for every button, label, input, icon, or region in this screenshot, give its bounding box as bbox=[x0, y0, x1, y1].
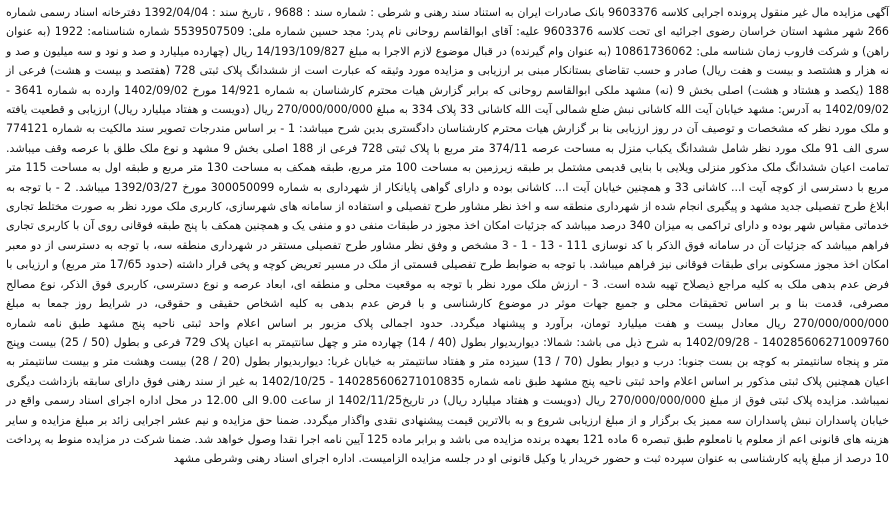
auction-notice-body: آگهی مزایده مال غیر منقول پرونده اجرایی کلاسه 9603376 بانک صادرات ایران به استناد سند رهنی و شرطی : شماره سند : 9688 ، تاریخ سند : 1392/04/04 دفترخانه اسناد رسمی شماره 266 شهر مشهد استان خراسان رضوی اجرائیه ای تحت کلاسه 9603376 علیه: آقای ابوالقاسم روحانی نام پدر: مجد حسین شماره ملی: 5539507509 شماره شناسنامه: 1922 (به عنوان راهن) و شرکت فاروب زمان شناسه ملی: 10861736062 (به عنوان وام گیرنده) در قبال موضوع لازم الاجرا به مبلغ 14/193/109/827 ریال (چهارده میلیارد و صد و نود و سه میلیون و صد و نه هزار و هشتصد و بیست و هفت ریال) صادر و حسب تقاضای بستانکار مبنی بر ارزیابی و مزایده مورد وثیقه که عبارت است از ششدانگ پلاک ثبتی 728 (هفتصد و بیست و هشت) فرعی از 188 (یکصد و هشتاد و هشت) اصلی بخش 9 (نه) مشهد ملکی ابوالقاسم روحانی که برابر گزارش هیات محترم کارشناسان به شماره 14/921 مورخ 1402/09/02 وارده به شماره 3641 - 1402/09/02 به آدرس: مشهد خیابان آیت الله کاشانی نبش ضلع شمالی آیت الله کاشانی 33 پلاک 334 به مبلغ 270/000/000/000 ریال (دویست و هفتاد میلیارد ریال) ارزیابی و قطعیت یافته و ملک مورد نظر که مشخصات و توصیف آن در روز ارزیابی بنا بر گزارش هیات محترم کارشناسان دادگستری بدین شرح میباشد: 1 - بر اساس مندرجات تصویر سند مالکیت به شماره 774121 سری الف 91 ملک مورد نظر شامل ششدانگ یکباب منزل به مساحت عرصه 374/11 متر مربع با پلاک ثبتی 728 فرعی از 188 اصلی بخش 9 مشهد و نوع ملک طلق با عرصه وقف میباشد. تمامت اعیان ششدانگ ملک مذکور منزلی ویلایی با بنایی قدیمی مشتمل بر طبقه زیرزمین به مساحت 100 متر مربع، طبقه همکف به مساحت 130 متر مربع و طبقه اول به مساحت 115 متر مربع با دسترسی از کوچه آیت ا... کاشانی 33 و همچنین خیابان آیت ا... کاشانی بوده و دارای گواهی پایانکار از شهرداری به شماره 300050099 مورخ 1392/03/27 میباشد. 2 - با توجه به ابلاغ طرح تفصیلی جدید مشهد و پیگیری انجام شده از شهرداری منطقه سه و اخذ نظر مشاور طرح تفصیلی و استفاده از سامانه های شهرسازی، کاربری ملک مورد نظر به صورت مختلط تجاری خدماتی مقیاس شهر بوده و دارای تراکمی به میزان 340 درصد میباشد که جزئیات امکان اخذ مجوز در طبقات منفی دو و منفی یک و همچنین همکف با پنج طبقه فوقانی روی آن با کاربری تجاری فراهم میباشد که جزئیات آن در سامانه فوق الذکر با کد نوسازی 111 - 13 - 1 - 3 مشخص و وفق نظر مشاور طرح تفصیلی مستقر در شهرداری منطقه سه، با توجه به دسترسی از دو معبر امکان اخذ مجوز مسکونی برای طبقات فوقانی نیز فراهم میباشد. با توجه به ضوابط طرح تفصیلی قسمتی از ملک در مسیر تعریض کوچه و پخی قرار داشته (حدود 17/65 متر مربع) و ارزیابی با فرض عدم بدهی ملک به کلیه مراجع ذیصلاح تهیه شده است. 3 - ارزش ملک مورد نظر با توجه به موقعیت محلی و منطقه ای، ابعاد عرصه و نوع دسترسی، کاربری فوق الذکر، نوع مصالح مصرفی، قدمت بنا و بر اساس تحقیقات محلی و جمیع جهات موثر در موضوع کارشناسی و با فرض عدم بدهی به کلیه اشخاص حقیقی و حقوقی، در شرایط روز جمعا به مبلغ 270/000/000/000 ریال معادل بیست و هفت میلیارد تومان، برآورد و پیشنهاد میگردد. حدود اجمالی پلاک مزبور بر اساس اعلام واحد ثبتی ناحیه پنج مشهد طبق نامه شماره 140285606271009760 - 1402/09/28 به شرح ذیل می باشد: شمالا: دیواربدیوار بطول (40 / 14) چهارده متر و چهل سانتیمتر به اعیان پلاک 729 فرعی و بطول (50 / 25) بیست وپنج متر و پنجاه سانتیمتر به کوچه بن بست جنوبا: درب و دیوار بطول (70 / 13) سیزده متر و هفتاد سانتیمتر به خیابان غربا: دیواربدیوار بطول (20 / 28) بیست وهشت متر و بیست سانتیمتر به اعیان همچنین پلاک ثبتی مذکور بر اساس اعلام واحد ثبتی ناحیه پنج مشهد طبق نامه شماره 140285606271010835 - 1402/10/25 به غیر از سند رهنی فوق دارای سابقه بازداشت دیگری نمیباشد. مزایده پلاک ثبتی فوق از مبلغ 270/000/000/000 ریال (دویست و هفتاد میلیارد ریال) در تاریخ1402/11/25 از ساعت 9.00 الی 12.00 در محل اداره اجرای اسناد رسمی واقع در خیابان پاسداران نبش پاسداران سه ممیز یک برگزار و از مبلغ ارزیابی شروع و به بالاترین قیمت پیشنهادی نقدی واگذار میگردد. ضمنا حق مزایده و نیم عشر اجرایی زائد بر مبلغ مزایده و سایر هزینه های قانونی اعم از معلوم یا نامعلوم طبق تبصره 6 ماده 121 بعهده برنده مزایده می باشد و برابر ماده 125 آیین نامه اجرا نقدا وصول خواهد شد. ضمنا شرکت در مزایده منوط به پرداخت 10 درصد از مبلغ پایه کارشناسی به عنوان سپرده ثبت و حضور خریدار یا وکیل قانونی او در جلسه مزایده الزامیست. اداره اجرای اسناد رهنی وشرطی مشهد bbox=[6, 6, 890, 466]
